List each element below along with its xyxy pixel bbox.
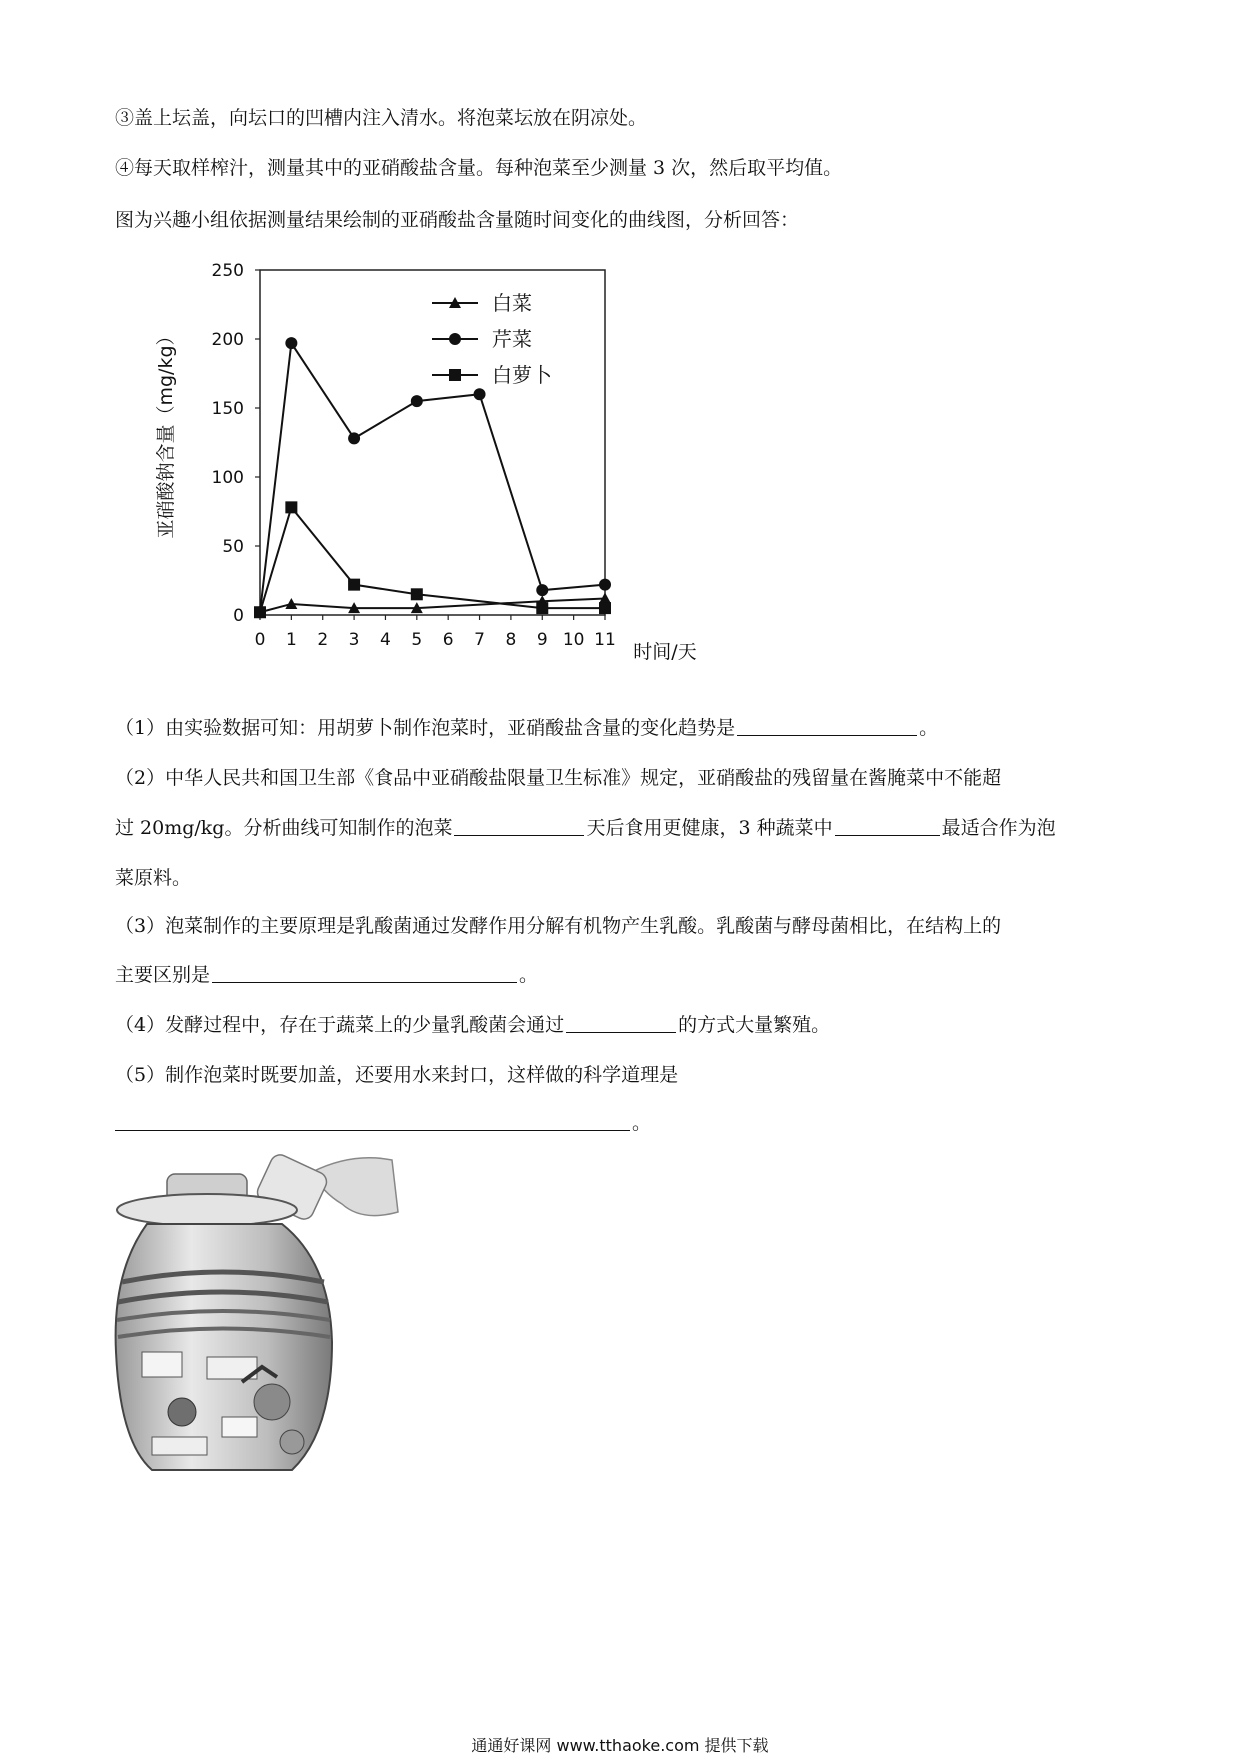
square-marker xyxy=(285,501,297,513)
step-3: ③盖上坛盖，向坛口的凹槽内注入清水。将泡菜坛放在阴凉处。 xyxy=(115,107,648,129)
question-3-line-1: （3）泡菜制作的主要原理是乳酸菌通过发酵作用分解有机物产生乳酸。乳酸菌与酵母菌相比，在结构上的 xyxy=(115,915,1002,937)
legend-entry xyxy=(432,363,552,387)
q4-answer-blank[interactable] xyxy=(566,1012,676,1033)
q3-end: 。 xyxy=(519,964,539,986)
square-marker xyxy=(599,602,611,614)
square-marker xyxy=(348,579,360,591)
q5-end: 。 xyxy=(632,1112,652,1134)
x-tick-label: 6 xyxy=(442,630,454,650)
q4-end: 的方式大量繁殖。 xyxy=(678,1014,831,1036)
q5-answer-blank[interactable] xyxy=(115,1110,630,1131)
q2-vegetable-blank[interactable] xyxy=(835,815,940,836)
y-tick-label: 200 xyxy=(211,330,244,350)
circle-marker xyxy=(348,432,360,444)
x-tick-label: 10 xyxy=(562,630,585,650)
y-tick-label: 0 xyxy=(233,606,244,626)
x-tick-label: 4 xyxy=(380,630,391,650)
legend-entry xyxy=(432,291,532,315)
square-marker xyxy=(411,588,423,600)
q2-days-blank[interactable] xyxy=(454,815,584,836)
question-5-line-1: （5）制作泡菜时既要加盖，还要用水来封口，这样做的科学道理是 xyxy=(115,1064,679,1086)
x-tick-label: 2 xyxy=(317,630,329,650)
q2-text-c: 最适合作为泡 xyxy=(941,817,1056,839)
x-tick-label: 5 xyxy=(411,630,423,650)
x-tick-label: 1 xyxy=(285,630,297,650)
legend-label: 芹菜 xyxy=(492,327,532,351)
pickle-jar-illustration xyxy=(112,1152,402,1482)
legend-label: 白萝卜 xyxy=(492,363,552,387)
circle-marker xyxy=(411,395,423,407)
question-2-line-1: （2）中华人民共和国卫生部《食品中亚硝酸盐限量卫生标准》规定，亚硝酸盐的残留量在酱腌菜中不能超 xyxy=(115,767,1002,789)
q3-answer-blank[interactable] xyxy=(212,962,517,983)
q1-end: 。 xyxy=(919,717,939,739)
question-2-line-3: 菜原料。 xyxy=(115,867,192,889)
plot-frame xyxy=(260,270,605,615)
circle-marker xyxy=(285,337,297,349)
circle-marker xyxy=(449,333,461,345)
step-4: ④每天取样榨汁，测量其中的亚硝酸盐含量。每种泡菜至少测量 3 次，然后取平均值。 xyxy=(115,157,843,179)
square-marker xyxy=(536,602,548,614)
question-1 xyxy=(115,715,938,741)
series-line xyxy=(260,343,605,612)
q3-text: 主要区别是 xyxy=(115,964,211,986)
circle-marker xyxy=(536,584,548,596)
q4-text: （4）发酵过程中，存在于蔬菜上的少量乳酸菌会通过 xyxy=(115,1014,565,1036)
x-tick-label: 0 xyxy=(254,630,266,650)
series-line xyxy=(260,598,605,612)
x-tick-label: 9 xyxy=(536,630,548,650)
x-tick-label: 3 xyxy=(348,630,360,650)
series-circle xyxy=(254,337,611,618)
legend-label: 白菜 xyxy=(492,291,532,315)
q2-text-b: 天后食用更健康，3 种蔬菜中 xyxy=(586,817,833,839)
y-axis-label: 亚硝酸钠含量（mg/kg） xyxy=(155,326,177,539)
jar-lid-rim xyxy=(117,1194,297,1226)
question-5-line-2 xyxy=(115,1110,651,1136)
x-axis-label: 时间/天 xyxy=(633,641,697,663)
x-tick-label: 11 xyxy=(594,630,616,650)
question-4 xyxy=(115,1012,830,1038)
circle-marker xyxy=(599,579,611,591)
question-3-line-2 xyxy=(115,962,538,988)
q2-text-a: 过 20mg/kg。分析曲线可知制作的泡菜 xyxy=(115,817,453,839)
question-2-line-2 xyxy=(115,815,1056,841)
y-tick-label: 150 xyxy=(211,399,244,419)
x-tick-label: 8 xyxy=(505,630,517,650)
q1-answer-blank[interactable] xyxy=(737,715,917,736)
x-tick-label: 7 xyxy=(474,630,485,650)
series-line xyxy=(260,507,605,612)
y-tick-label: 100 xyxy=(211,468,244,488)
y-tick-label: 250 xyxy=(211,261,244,281)
chart-intro: 图为兴趣小组依据测量结果绘制的亚硝酸盐含量随时间变化的曲线图，分析回答： xyxy=(115,209,800,231)
square-marker xyxy=(254,606,266,618)
square-marker xyxy=(449,369,461,381)
circle-marker xyxy=(474,388,486,400)
page-footer: 通通好课网 www.tthaoke.com 提供下载 xyxy=(471,1736,769,1755)
nitrite-line-chart xyxy=(140,255,740,675)
y-tick-label: 50 xyxy=(222,537,244,557)
q1-text: （1）由实验数据可知：用胡萝卜制作泡菜时，亚硝酸盐含量的变化趋势是 xyxy=(115,717,736,739)
legend-entry xyxy=(432,327,532,351)
